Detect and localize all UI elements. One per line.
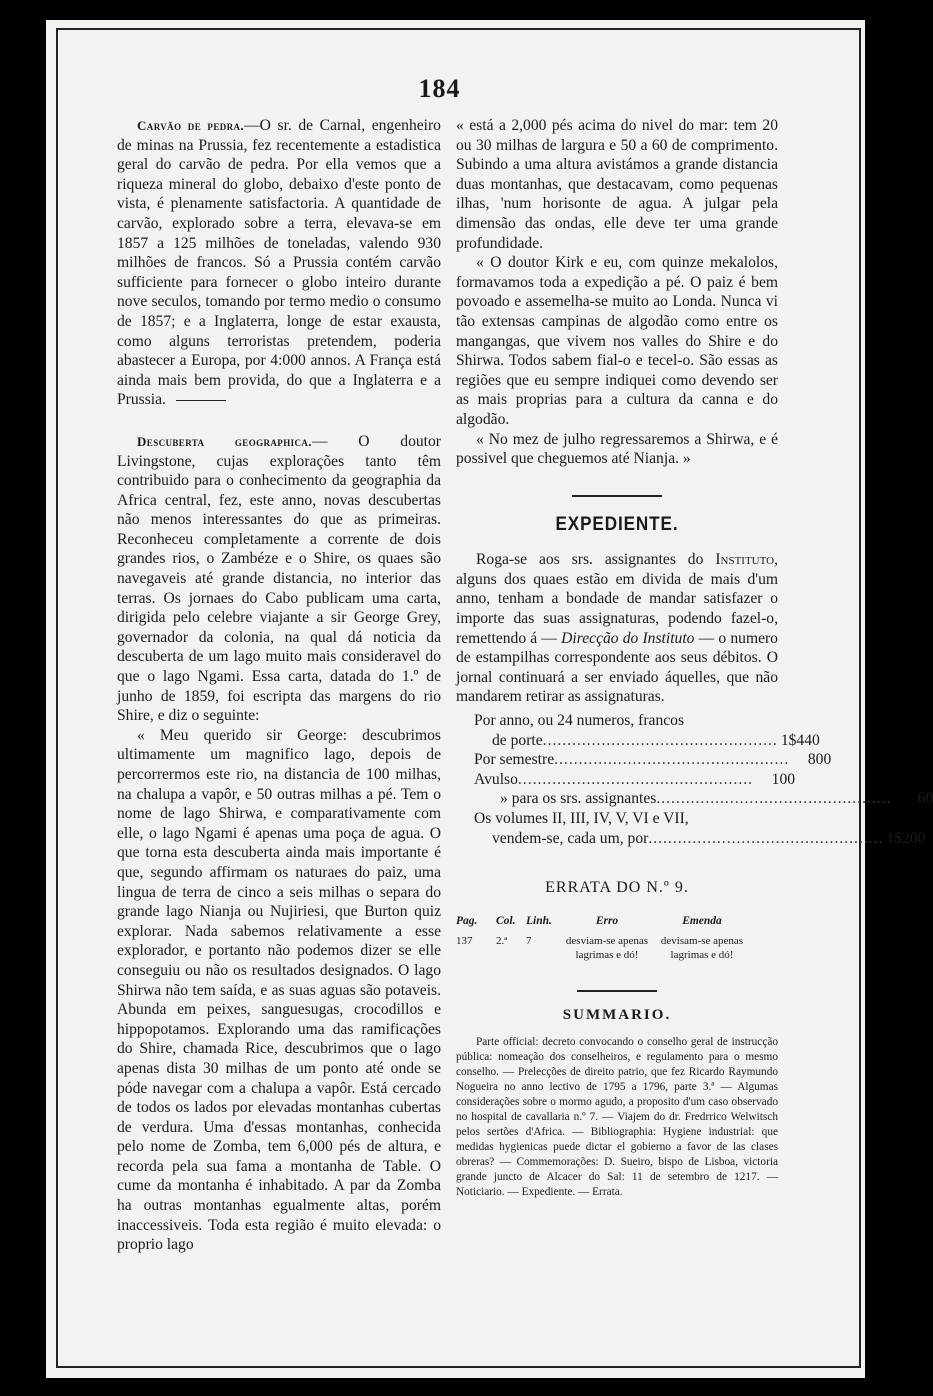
errata-title: ERRATA DO N.º 9. xyxy=(545,879,689,897)
spacer xyxy=(117,416,441,426)
direccao-name: Direcção do Instituto xyxy=(561,629,695,647)
price-row xyxy=(456,829,926,849)
instituto-name: Instituto xyxy=(715,551,775,569)
price-value: 1$200 xyxy=(886,829,926,847)
letter-quote-continued: « está a 2,000 pés acima do nivel do mar: tem 20 ou 30 milhas de largura e 50 a 60 de comprimento. Subindo a uma altura avistámos a grande distancia duas montanhas, que destacavam, como pequenas ilhas, 'num horisonte de agua. A julgar pela dimensão das ondas, elle deve ter uma grande profundidade. xyxy=(456,117,778,252)
article-body: —O sr. de Carnal, engenheiro de minas na Prussia, fez recentemente a estadistica geral do carvão de pedra. Por ella vemos que a riqueza mineral do globo, debaixo d'este ponto de vista, é plenamente satisfactoria. A quantidade de carvão, explorado sobre a terra, elevava-se em 1857 a 125 milhões de toneladas, valendo 930 milhões de francos. Só a Prussia contém carvão sufficiente para fornecer o globo inteiro durante nove seculos, tomando por termo medio o consumo de 1857; e a Inglaterra, longe de estar exausta, como alguns terroristas pretendem, poderia abastecer a Europa, por 4:000 annos. A França está ainda mais bem provida, do que a Inglaterra e a Prussia. xyxy=(117,117,441,409)
price-label: de porte xyxy=(492,731,543,749)
summario-text: Parte official: decreto convocando o conselho geral de instrucção pública: nomeação dos conselheiros, e regulamento para o mesmo conselho. — Prelecções de direito patrio, que fez Ricardo Raymundo Nogueira no anno lectivo de 1795 a 1796, parte 3.ª — Algumas considerações sobre o mormo agudo, a proposito d'um caso observado no hospital de cavallaria n.º 7. — Viajem do dr. Fredrrico Welwitsch pelos sertões d'Africa. — Bibliographia: Hygiene industrial: que medidas hygienicas puede dictar el gobierno a favor de las clases obreras? — Commemorações: D. Sueiro, bispo de Lisboa, victoria grande juncto de Alcacer do Sal: 11 de setembro de 1217. — Noticiario. — Expediente. — Errata. xyxy=(456,1036,778,1199)
price-label: » para os srs. assignantes xyxy=(500,790,657,808)
article-carvao xyxy=(117,116,441,410)
price-value: 100 xyxy=(771,770,796,788)
page-number: 184 xyxy=(418,74,461,103)
price-label: Por semestre xyxy=(474,751,555,769)
article-heading: Descuberta geographica. xyxy=(137,433,312,449)
price-row xyxy=(456,731,820,751)
price-row xyxy=(456,770,796,790)
price-label: vendem-se, cada um, por xyxy=(492,829,649,847)
errata-header: Linh. xyxy=(526,914,552,927)
leader-dots: ................................................ xyxy=(517,770,754,788)
right-column xyxy=(456,116,933,1200)
errata-cell: 7 xyxy=(526,934,532,947)
price-row xyxy=(456,750,832,770)
errata-cell: 137 xyxy=(456,934,473,947)
errata-cell: devisam-se apenas lagrimas e dó! xyxy=(660,934,744,961)
price-label: Avulso xyxy=(474,770,518,788)
price-row xyxy=(456,789,933,809)
expediente-text: — o numero de estampilhas correspondente aos seus débitos. O jornal continuará a ser enviado áquelles, que não mandarem retirar as assignaturas. xyxy=(456,629,778,706)
expediente-body xyxy=(456,550,778,707)
section-rule xyxy=(572,495,662,497)
errata-cell: desviam-se apenas lagrimas e dó! xyxy=(565,934,649,961)
price-label: Os volumes II, III, IV, V, VI e VII, xyxy=(474,810,689,827)
errata-header: Emenda xyxy=(682,914,722,927)
section-rule xyxy=(577,990,657,992)
price-value: 1$440 xyxy=(780,731,820,749)
price-label: Por anno, ou 24 numeros, francos xyxy=(474,712,685,730)
section-rule xyxy=(176,400,226,401)
left-column xyxy=(117,116,441,1255)
price-value: 800 xyxy=(807,751,832,769)
summario-title: SUMMARIO. xyxy=(562,1006,672,1023)
expediente-text: , alguns dos quaes estão em divida de mais d'um anno, tenham a bondade de mandar satisfazer o importe das suas assignaturas, podendo fazel-o, remettendo á — xyxy=(456,551,778,647)
price-row xyxy=(456,809,778,829)
errata-header: Pag. xyxy=(456,914,478,927)
price-value: 60 xyxy=(917,790,933,808)
leader-dots: ................................................ xyxy=(656,790,892,808)
errata-header: Erro xyxy=(595,914,619,927)
article-descoberta xyxy=(117,432,441,726)
errata-table xyxy=(456,914,778,962)
errata-header: Col. xyxy=(496,914,516,927)
expediente-text: Roga-se aos srs. assignantes do xyxy=(476,551,704,569)
price-row xyxy=(456,711,778,731)
errata-cell: 2.ª xyxy=(496,934,508,947)
leader-dots: ................................................ xyxy=(554,751,790,769)
article-heading: Carvão de pedra. xyxy=(137,118,245,133)
letter-quote-paragraph: « O doutor Kirk e eu, com quinze mekalolos, formavamos toda a expedição a pé. O paiz é bem povoado e assemelha-se muito ao Londa. Nunca vi tão extensas campinas de algodão como entre os mangangas, que vivem nos valles do Shire e do Shirwa. Todos sabem fial-o e tecel-o. São essas as regiões que eu sempre indiquei como devendo ser as mais proprias para a cultura da canna e do algodão. xyxy=(456,254,778,428)
leader-dots: ................................................ xyxy=(648,829,884,847)
leader-dots: ................................................ xyxy=(542,731,778,749)
letter-quote-paragraph: « No mez de julho regressaremos a Shirwa, e é possivel que cheguemos até Nianja. » xyxy=(456,430,778,468)
expediente-title: EXPEDIENTE. xyxy=(555,513,679,535)
article-body: — O doutor Livingstone, cujas explorações tanto têm contribuido para o conhecimento da geographia da Africa central, fez, este anno, novas descubertas não menos interessantes do que as primeiras. Reconheceu completamente a corrente de dois grandes rios, o Zambéze e o Shire, os quaes são navegaveis até grande distancia, no interior das terras. Os jornaes do Cabo publicam uma carta, dirigida pelo celebre viajante a sir George Grey, governador da colonia, na qual dá noticia da descuberta de um lago muito mais consideravel do que o lago Ngami. Essa carta, datada do 1.º de junho de 1859, foi escripta das margens do rio Shire, e diz o seguinte: xyxy=(117,432,442,725)
price-table xyxy=(456,711,933,848)
letter-quote: « Meu querido sir George: descubrimos ultimamente um magnifico lago, depois de percorrermos este rio, na distancia de 100 milhas, na chalupa a vapôr, e 50 outras milhas a pé. Tem o nome de lago Shirwa, e comparativamente com elle, o lago Ngami é apenas uma poça de agua. O que torna esta descuberta ainda mais importante é que, segundo affirmam os naturaes do paiz, uma lingua de terra de cinco a seis milhas o separa do grande lago Nianja ou Nujiriesi, que Burton quiz explorar. Nada sabemos relativamente a esse explorador, e portanto não podemos dizer se elle conseguiu ou não os resultados designados. O lago Shirwa não tem saída, e as suas aguas são potaveis. Abunda em peixes, sanguesugas, crocodillos e hippopotamos. Explorando uma das ramificações do Shire, chamada Rice, descubrimos que o lago apenas dista 30 milhas de um ponto até onde se póde navegar com a chalupa a vapôr. Está cercado de todos os lados por elevadas montanhas cubertas de verdura. Uma d'essas montanhas, conhecida pelo nome de Zomba, tem 6,000 pés de altura, e recorda pela sua fama a montanha de Table. O cume da montanha é inhabitado. A par da Zomba ha outras montanhas egualmente altas, porém inaccessiveis. Toda esta região é muito elevada: o proprio lago xyxy=(117,726,441,1254)
